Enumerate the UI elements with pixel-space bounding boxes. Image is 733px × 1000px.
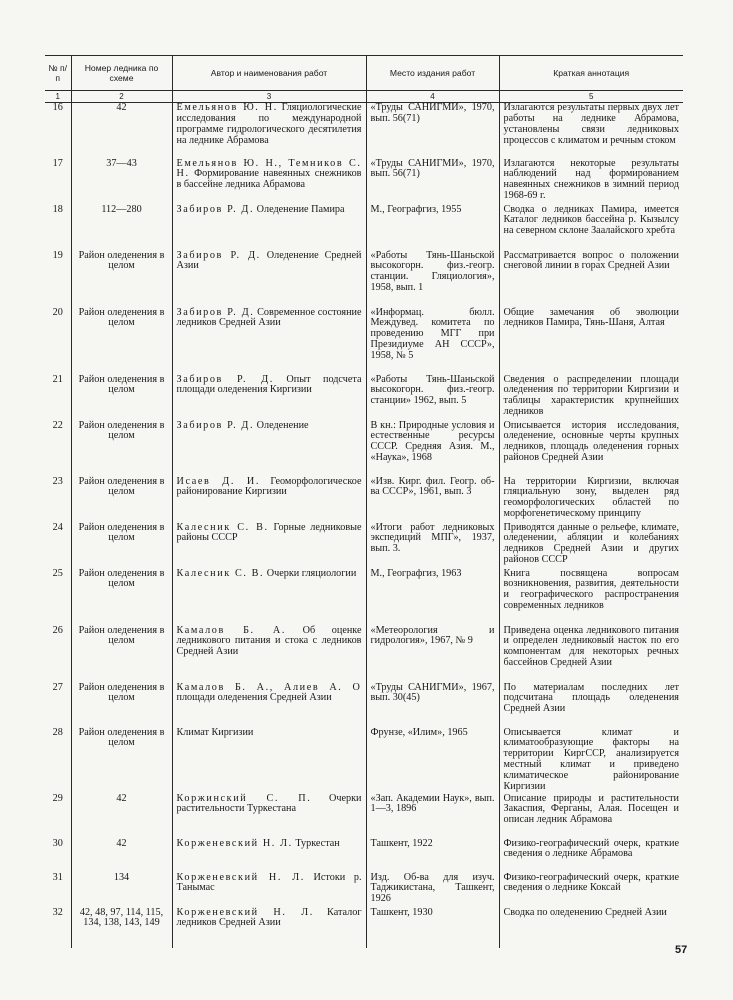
row-number: 23 (52, 475, 63, 487)
publication-place: «Зап. Академии Наук», вып. 1—3, 1896 (366, 794, 499, 839)
author-name: Емельянов Ю. Н., Темников С. Н. (176, 157, 362, 180)
glacier-number: Район оледенения в целом (71, 728, 172, 794)
annotation: Описание природы и растительности Закаспия, Ферганы, Алая. Посещен и описан ледник Абрамова (499, 794, 683, 839)
annotation: Физико-географический очерк, краткие сведения о леднике Коксай (499, 873, 683, 908)
table-row (45, 873, 683, 908)
column-number: 1 (45, 91, 71, 103)
row-number: 17 (52, 157, 63, 169)
work-title: Гляциологические исследования по международной программе гидрологического десятилетия на леднике Абрамова (176, 102, 362, 146)
work-title: Очерки гляциологии (266, 567, 357, 579)
row-number: 26 (52, 624, 63, 636)
author-name: Коржинский С. П. (176, 792, 312, 804)
work-title: площади оледенения Средней Азии (176, 692, 332, 704)
author-and-title (172, 523, 366, 569)
table-row (45, 626, 683, 683)
annotation: Физико-географический очерк, краткие сведения о леднике Абрамова (499, 839, 683, 873)
annotation: Описывается история исследования, оледенение, основные черты крупных ледников, площадь оледенения горных районов Средней Азии (499, 421, 683, 477)
author-name: Забиров Р. Д. (176, 249, 261, 261)
author-name: Корженевский Н. Л. (176, 871, 305, 883)
row-number: 30 (52, 837, 63, 849)
author-name: Калесник С. В. (176, 567, 265, 579)
author-and-title (172, 839, 366, 873)
glacier-number: 42, 48, 97, 114, 115, 134, 138, 143, 149 (71, 908, 172, 948)
author-and-title (172, 794, 366, 839)
table-body (45, 103, 683, 948)
author-name: Емельянов Ю. Н. (176, 102, 278, 113)
work-title: Очерки растительности Туркестана (176, 792, 362, 815)
work-title: Современное состояние ледников Средней Азии (176, 306, 362, 329)
author-name: Забиров Р. Д. (176, 419, 255, 431)
author-and-title (172, 375, 366, 421)
row-number: 22 (52, 419, 63, 431)
author-name: Камалов Б. А. (176, 624, 286, 636)
publication-place: В кн.: Природные условия и естественные ресурсы СССР. Средняя Азия. М., «Наука», 1968 (366, 421, 499, 477)
row-number: 18 (52, 203, 63, 215)
row-number: 25 (52, 567, 63, 579)
author-name: Камалов Б. А., Алиев А. О (176, 681, 362, 693)
table-row (45, 421, 683, 477)
table-row (45, 251, 683, 308)
column-number-row (45, 91, 683, 103)
author-and-title (172, 159, 366, 205)
glacier-number: 37—43 (71, 159, 172, 205)
glacier-number: Район оледенения в целом (71, 683, 172, 728)
publication-place: «Труды САНИГМИ», 1970, вып. 56(71) (366, 103, 499, 159)
publication-place: Изд. Об-ва для изуч. Таджикистана, Ташкент, 1926 (366, 873, 499, 908)
publication-place: «Работы Тянь-Шаньской высокогорн. физ.-геогр. станции» 1962, вып. 5 (366, 375, 499, 421)
table-row (45, 908, 683, 948)
glacier-number: Район оледенения в целом (71, 251, 172, 308)
row-number: 24 (52, 521, 63, 533)
publication-place: Ташкент, 1922 (366, 839, 499, 873)
row-number: 31 (52, 871, 63, 883)
author-and-title (172, 103, 366, 159)
work-title: Оледенение Памира (256, 203, 345, 215)
work-title: Опыт подсчета площади оледенения Киргизии (176, 373, 362, 396)
work-title: Формирование навеянных снежников в бассейне ледника Абрамова (176, 168, 362, 191)
publication-place: «Итоги работ ледниковых экспедиций МПГ», 1937, вып. 3. (366, 523, 499, 569)
work-title: Каталог ледников Средней Азии (176, 906, 362, 929)
author-and-title (172, 569, 366, 626)
author-name: Калесник С. В. (176, 521, 269, 533)
column-number: 4 (366, 91, 499, 103)
work-title: Об оценке ледникового питания и стока с ледников Средней Азии (176, 624, 362, 658)
author-and-title (172, 251, 366, 308)
row-number: 29 (52, 792, 63, 804)
glacier-number: Район оледенения в целом (71, 569, 172, 626)
table-row (45, 159, 683, 205)
author-name: Забиров Р. Д. (176, 373, 274, 385)
work-title: Оледенение Средней Азии (176, 249, 362, 272)
row-number: 21 (52, 373, 63, 385)
header-publication-place: Место издания работ (366, 56, 499, 91)
publication-place: М., Географгиз, 1963 (366, 569, 499, 626)
table-row (45, 375, 683, 421)
publication-place: «Изв. Кирг. фил. Геогр. об-ва СССР», 1961, вып. 3 (366, 477, 499, 523)
work-title: Климат Киргизии (176, 726, 254, 738)
annotation: Рассматривается вопрос о положении снеговой линии в горах Средней Азии (499, 251, 683, 308)
publication-place: «Труды САНИГМИ», 1970, вып. 56(71) (366, 159, 499, 205)
work-title: Геоморфологическое районирование Киргизии (176, 475, 362, 498)
table-row (45, 839, 683, 873)
annotation: Приводятся данные о рельефе, климате, оледенении, абляции и колебаниях ледников Средней Азии и других районов СССР (499, 523, 683, 569)
author-and-title (172, 728, 366, 794)
author-and-title (172, 477, 366, 523)
author-and-title (172, 421, 366, 477)
annotation: Сводка о ледниках Памира, имеется Каталог ледников бассейна р. Кызылсу на северном склоне Заалайского хребта (499, 205, 683, 251)
header-annotation: Краткая аннотация (499, 56, 683, 91)
author-name: Корженевский Н. Л. (176, 906, 314, 918)
annotation: Излагаются некоторые результаты наблюдений над формированием навеянных снежников в зимний период 1968-69 г. (499, 159, 683, 205)
table-row (45, 103, 683, 159)
author-and-title (172, 683, 366, 728)
column-number: 2 (71, 91, 172, 103)
page (45, 55, 683, 948)
publication-place: «Труды САНИГМИ», 1967, вып. 30(45) (366, 683, 499, 728)
annotation: Сведения о распределении площади оледенения по территории Киргизии и таблицы характеристик крупнейших ледников (499, 375, 683, 421)
annotation: Общие замечания об эволюции ледников Памира, Тянь-Шаня, Алтая (499, 308, 683, 375)
glacier-number: Район оледенения в целом (71, 308, 172, 375)
author-and-title (172, 873, 366, 908)
table-row (45, 569, 683, 626)
row-number: 16 (52, 102, 63, 113)
publication-place: М., Географгиз, 1955 (366, 205, 499, 251)
author-and-title (172, 308, 366, 375)
author-name: Забиров Р. Д. (176, 306, 255, 318)
author-and-title (172, 205, 366, 251)
annotation: На территории Киргизии, включая гляциальную зону, выделен ряд геоморфологических областей по морфогенетическому принципу (499, 477, 683, 523)
header-glacier-number: Номер ледника по схеме (71, 56, 172, 91)
publication-place: Фрунзе, «Илим», 1965 (366, 728, 499, 794)
publication-place: «Работы Тянь-Шаньской высокогорн. физ.-геогр. станции. Гляциология», 1958, вып. 1 (366, 251, 499, 308)
glacier-number: Район оледенения в целом (71, 626, 172, 683)
author-name: Забиров Р. Д. (176, 203, 255, 215)
publication-place: «Метеорология и гидрология», 1967, № 9 (366, 626, 499, 683)
glacier-number: 134 (71, 873, 172, 908)
row-number: 32 (52, 906, 63, 918)
work-title: Оледенение (256, 419, 309, 431)
header-number: № п/п (45, 56, 71, 91)
row-number: 19 (52, 249, 63, 261)
glacier-number: 42 (71, 839, 172, 873)
author-and-title (172, 908, 366, 948)
annotation: Книга посвящена вопросам возникновения, развития, деятельности и географического распространения современных ледников (499, 569, 683, 626)
table-row (45, 477, 683, 523)
annotation: Сводка по оледенению Средней Азии (499, 908, 683, 948)
glacier-number: Район оледенения в целом (71, 375, 172, 421)
table-header-row (45, 56, 683, 91)
annotation: Приведена оценка ледникового питания и определен ледниковый насток по его компонентам для некоторых речных бассейнов Средней Азии (499, 626, 683, 683)
row-number: 28 (52, 726, 63, 738)
bibliography-table (45, 55, 683, 948)
table-row (45, 794, 683, 839)
header-author-title: Автор и наименования работ (172, 56, 366, 91)
author-and-title (172, 626, 366, 683)
annotation: Излагаются результаты первых двух лет работы на леднике Абрамова, установлены связи ледниковых процессов с климатом и речным стоком (499, 103, 683, 159)
glacier-number: 112—280 (71, 205, 172, 251)
publication-place: «Информац. бюлл. Междувед. комитета по проведению МГГ при Президиуме АН СССР», 1958, № 5 (366, 308, 499, 375)
column-number: 5 (499, 91, 683, 103)
table-row (45, 523, 683, 569)
glacier-number: Район оледенения в целом (71, 523, 172, 569)
author-name: Корженевский Н. Л. (176, 837, 293, 849)
work-title: Истоки р. Танымас (176, 871, 362, 894)
glacier-number: Район оледенения в целом (71, 477, 172, 523)
page-number: 57 (675, 944, 688, 956)
glacier-number: 42 (71, 794, 172, 839)
author-name: Исаев Д. И. (176, 475, 261, 487)
row-number: 27 (52, 681, 63, 693)
annotation: По материалам последних лет подсчитана площадь оледенения Средней Азии (499, 683, 683, 728)
work-title: Горные ледниковые районы СССР (176, 521, 362, 544)
table-row (45, 728, 683, 794)
row-number: 20 (52, 306, 63, 318)
table-row (45, 683, 683, 728)
table-row (45, 308, 683, 375)
glacier-number: 42 (71, 103, 172, 159)
glacier-number: Район оледенения в целом (71, 421, 172, 477)
column-number: 3 (172, 91, 366, 103)
table-row (45, 205, 683, 251)
publication-place: Ташкент, 1930 (366, 908, 499, 948)
work-title: Туркестан (295, 837, 340, 849)
annotation: Описывается климат и климатообразующие факторы на территории КиргССР, анализируется местный климат и приведено климатическое районирование Киргизии (499, 728, 683, 794)
